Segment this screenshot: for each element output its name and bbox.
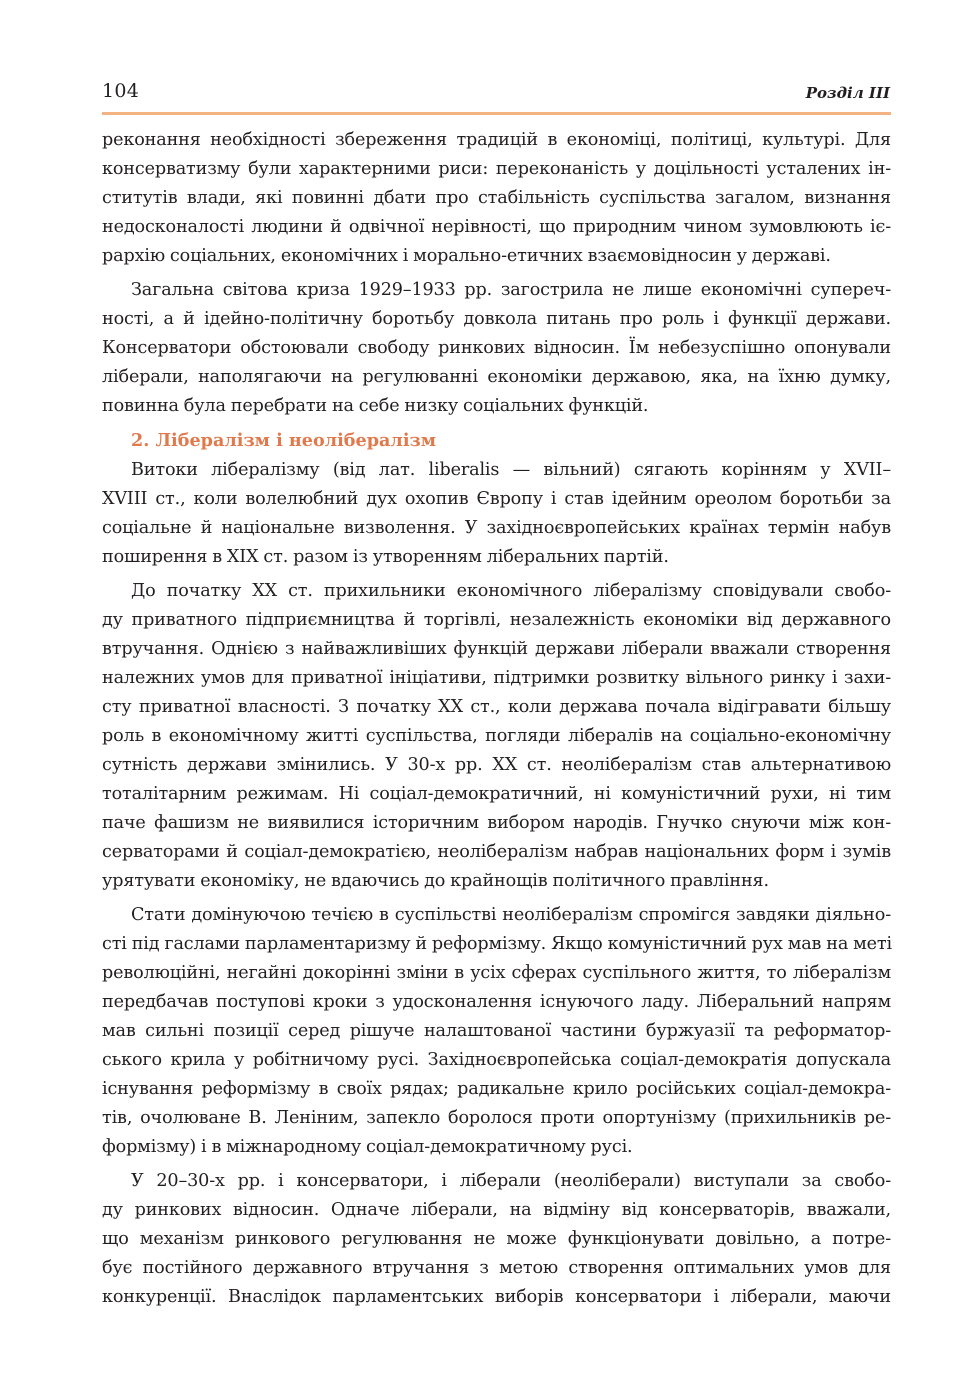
page-body	[102, 126, 891, 1312]
text-line: урятувати економіку, не вдаючись до крайнощів політичного правління.	[102, 871, 769, 891]
text-line: рархію соціальних, економічних і морально-етичних взаємовідносин у державі.	[102, 246, 831, 266]
text-line: До початку XX ст. прихильники економічного лібералізму сповідували свобо-	[131, 581, 891, 601]
text-line: тів, очолюване В. Леніним, запекло боролося проти опортунізму (прихильників ре-	[102, 1108, 891, 1128]
text-line: серваторами й соціал-демократією, неолібералізм набрав національних форм і зумів	[102, 842, 891, 862]
text-line: соціальне й національне визволення. У західноєвропейських країнах термін набув	[102, 518, 891, 538]
text-line: сту приватної власності. З початку XX ст., коли держава почала відігравати більшу	[102, 697, 891, 717]
text-line: конкуренції. Внаслідок парламентських виборів консерватори і ліберали, маючи	[102, 1287, 891, 1307]
text-line: ського крила у робітничому русі. Західноєвропейська соціал-демократія допускала	[102, 1050, 891, 1070]
text-line: Стати домінуючою течією в суспільстві неолібералізм спромігся завдяки діяльно-	[131, 905, 891, 925]
text-line: ститутів влади, які повинні дбати про стабільність суспільства загалом, визнання	[102, 188, 891, 208]
text-line: сутність держави змінились. У 30-х рр. XX ст. неолібералізм став альтернативою	[102, 755, 891, 775]
text-line: передбачав поступові кроки з удосконалення існуючого ладу. Ліберальний напрям	[102, 992, 891, 1012]
text-line: паче фашизм не виявилися історичним вибором народів. Гнучко снуючи між кон-	[102, 813, 891, 833]
text-line: ду приватного підприємництва й торгівлі, незалежність економіки від державного	[102, 610, 891, 630]
text-line: формізму) і в міжнародному соціал-демократичному русі.	[102, 1137, 633, 1157]
header-divider	[102, 112, 891, 115]
text-line: роль в економічному житті суспільства, погляди лібералів на соціально-економічну	[102, 726, 891, 746]
text-line: У 20–30-х рр. і консерватори, і ліберали (неоліберали) виступали за свобо-	[131, 1171, 891, 1191]
text-line: поширення в XIX ст. разом із утворенням ліберальних партій.	[102, 547, 669, 567]
text-line: існування реформізму в своїх рядах; радикальне крило російських соціал-демокра-	[102, 1079, 891, 1099]
section-heading: 2. Лібералізм і неолібералізм	[131, 430, 437, 451]
text-line: втручання. Однією з найважливіших функцій держави ліберали вважали створення	[102, 639, 891, 659]
paragraphs-before-heading	[102, 126, 891, 421]
section-label: Розділ III	[805, 84, 890, 102]
text-line: сті під гаслами парламентаризму й реформізму. Якщо комуністичний рух мав на меті	[102, 934, 892, 954]
text-line: революційні, негайні докорінні зміни в усіх сферах суспільного життя, то лібералізм	[102, 963, 891, 983]
paragraphs-after-heading	[102, 456, 891, 1312]
text-line: реконання необхідності збереження традицій в економіці, політиці, культурі. Для	[102, 130, 891, 150]
text-line: Загальна світова криза 1929–1933 рр. загострила не лише економічні супереч-	[131, 280, 891, 300]
text-line: консерватизму були характерними риси: переконаність у доцільності усталених ін-	[102, 159, 891, 179]
text-line: XVIII ст., коли волелюбний дух охопив Європу і став ідейним ореолом боротьби за	[102, 489, 891, 509]
text-line: Витоки лібералізму (від лат. liberalis — вільний) сягають корінням у XVII–	[131, 460, 891, 480]
text-line: що механізм ринкового регулювання не може функціонувати довільно, а потре-	[102, 1229, 891, 1249]
text-line: повинна була перебрати на себе низку соціальних функцій.	[102, 396, 649, 416]
text-line: мав сильні позиції серед рішуче налаштованої частини буржуазії та реформатор-	[102, 1021, 891, 1041]
text-line: тоталітарним режимам. Ні соціал-демократичний, ні комуністичний рухи, ні тим	[102, 784, 891, 804]
text-line: бує постійного державного втручання з метою створення оптимальних умов для	[102, 1258, 891, 1278]
page-header	[102, 80, 890, 110]
text-line: Консерватори обстоювали свободу ринкових відносин. Їм небезуспішно опонували	[102, 338, 891, 358]
text-line: ліберали, наполягаючи на регулюванні економіки державою, яка, на їхню думку,	[102, 367, 891, 387]
text-line: належних умов для приватної ініціативи, підтримки розвитку вільного ринку і захи-	[102, 668, 891, 688]
text-line: недосконалості людини й одвічної нерівності, що природним чином зумовлюють іє-	[102, 217, 891, 237]
page-number: 104	[102, 80, 140, 102]
text-line: ності, а й ідейно-політичну боротьбу довкола питань про роль і функції держави.	[102, 309, 891, 329]
text-line: ду ринкових відносин. Одначе ліберали, на відміну від консерваторів, вважали,	[102, 1200, 891, 1220]
